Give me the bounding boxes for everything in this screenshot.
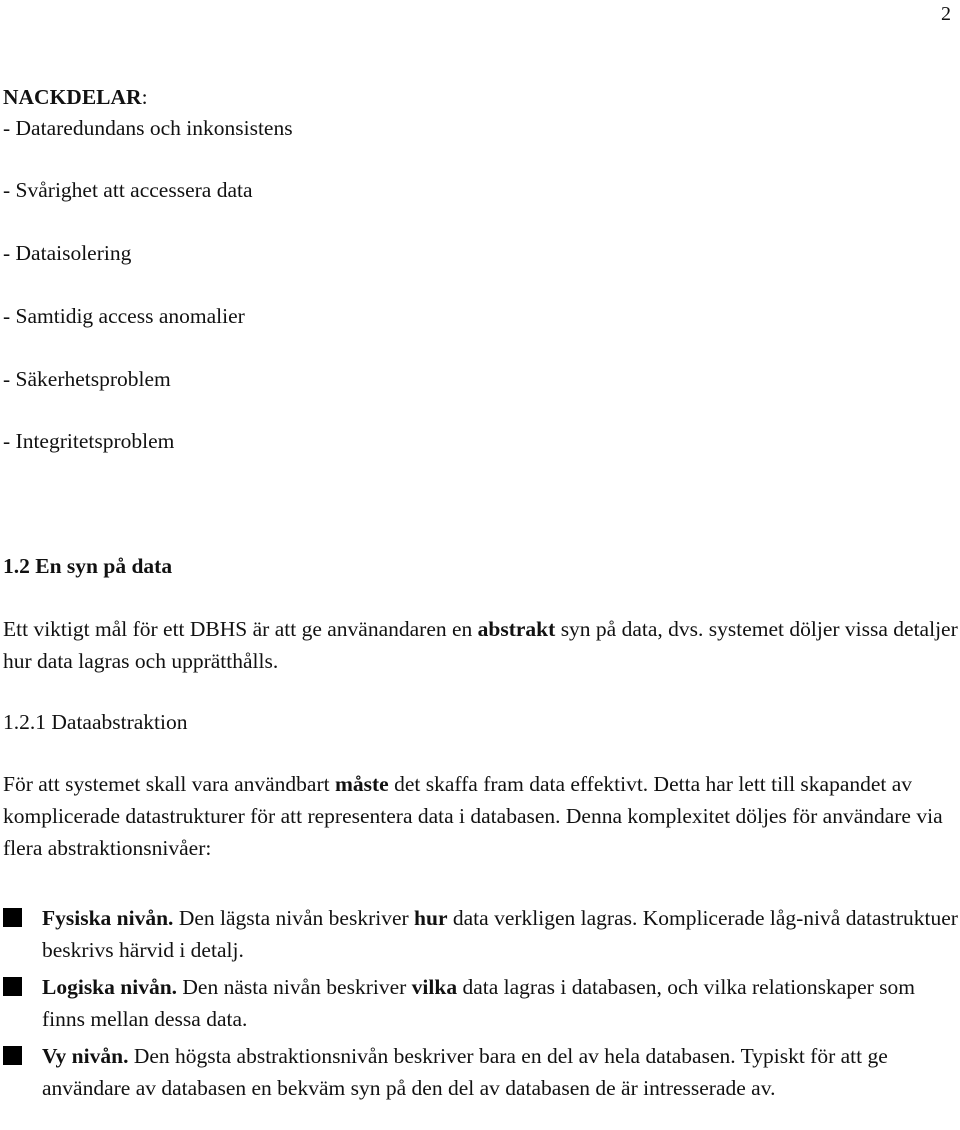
list-item: - Dataisolering [3,241,132,265]
list-item: - Dataredundans och inkonsistens [3,116,293,140]
level-item-physical [3,902,958,966]
level-description: Den lägsta nivån beskriver [173,906,415,930]
disadvantages-heading-colon: : [141,85,148,109]
level-description: Den högsta abstraktionsnivån beskriver bara en del av hela databasen. Typiskt för att ge användare av databasen en bekväm syn på den del av databasen de är intresserade av. [42,1044,888,1100]
level-title: Fysiska nivån. [42,906,174,930]
paragraph-text: det skaffa fram data effektivt. Detta har lett till skapandet av komplicerade datastrukturer för att representera data i databasen. Denna komplexitet döljes för användare via flera abstraktionsnivåer: [3,772,943,860]
emphasis-abstrakt: abstrakt [477,617,556,641]
square-bullet-icon [3,977,22,996]
level-item-logical [3,971,958,1035]
paragraph-text: Ett viktigt mål för ett DBHS är att ge använandaren en [3,617,478,641]
list-item: - Samtidig access anomalier [3,304,245,328]
level-description: data verkligen lagras. Komplicerade låg-nivå datastruktuer beskrivs härvid i detalj. [42,906,958,962]
level-text [42,902,958,966]
square-bullet-icon [3,908,22,927]
level-title: Vy nivån. [42,1044,129,1068]
level-title: Logiska nivån. [42,975,178,999]
disadvantages-heading-line [3,84,148,110]
section-heading-1-2-1: 1.2.1 Dataabstraktion [3,710,188,734]
paragraph-text: För att systemet skall vara användbart [3,772,335,796]
level-text [42,971,958,1035]
emphasis-hur: hur [414,906,448,930]
page-number: 2 [941,3,951,25]
disadvantages-heading: NACKDELAR [3,85,142,109]
section-1-2-paragraph [3,613,958,677]
emphasis-vilka: vilka [411,975,458,999]
level-description: data lagras i databasen, och vilka relationskaper som finns mellan dessa data. [42,975,915,1031]
emphasis-maste: måste [334,772,389,796]
section-heading-1-2: 1.2 En syn på data [3,554,173,578]
section-1-2-1-paragraph [3,768,958,864]
list-item: - Svårighet att accessera data [3,178,253,202]
level-description: Den nästa nivån beskriver [177,975,412,999]
level-item-view [3,1040,958,1104]
paragraph-text: syn på data, dvs. systemet döljer vissa detaljer hur data lagras och upprätthålls. [3,617,958,673]
list-item: - Integritetsproblem [3,429,175,453]
list-item: - Säkerhetsproblem [3,367,171,391]
square-bullet-icon [3,1046,22,1065]
level-text [42,1040,958,1104]
